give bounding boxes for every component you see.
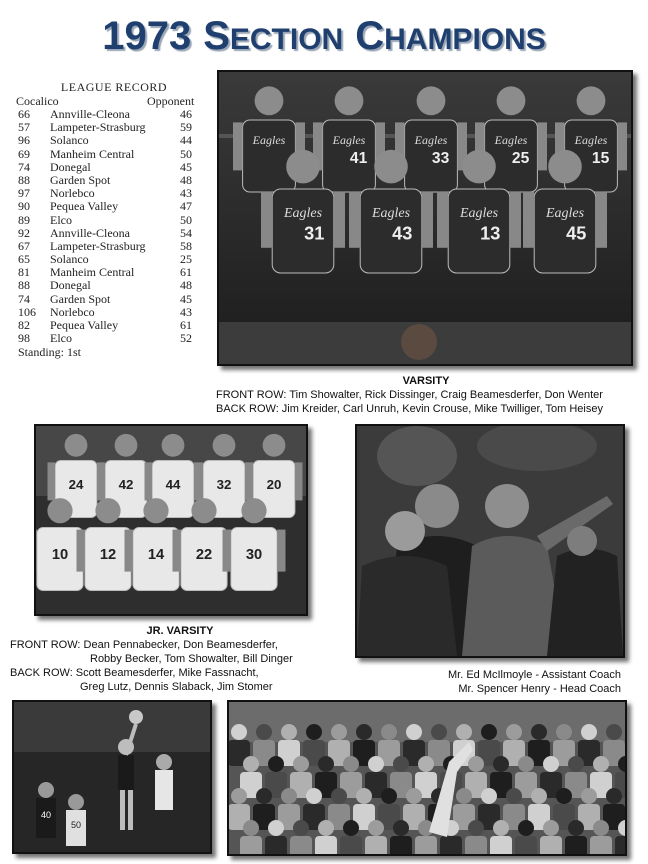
- jersey-number: 22: [195, 547, 213, 563]
- spectator: [431, 724, 447, 740]
- team-score: 81: [18, 265, 30, 280]
- title-year: 1973: [102, 14, 192, 58]
- opponent-name: Donegal: [50, 278, 91, 293]
- team-score: 74: [18, 291, 30, 306]
- standing: Standing: 1st: [18, 345, 82, 360]
- jersey-number: 20: [266, 477, 282, 492]
- opponent-score: 48: [180, 278, 192, 293]
- jersey-number: 13: [480, 223, 501, 244]
- spectator: [593, 820, 609, 836]
- opponent-name: Annville-Cleona: [50, 107, 130, 121]
- jersey-eagles-text: Eagles: [459, 206, 499, 221]
- title-s-initial: S: [203, 14, 230, 58]
- spectator: [318, 820, 334, 836]
- spectator: [231, 724, 247, 740]
- league-game-row: [16, 319, 206, 332]
- jv-caption: [10, 624, 310, 694]
- opponent-score: 58: [180, 238, 192, 253]
- jersey-eagles-text: Eagles: [371, 206, 411, 221]
- opponent-score: 61: [180, 318, 192, 332]
- spectator: [481, 724, 497, 740]
- spectator: [331, 724, 347, 740]
- opponent-score: 50: [180, 212, 192, 227]
- coaches-caption: [355, 668, 621, 696]
- assistant-coach: Mr. Ed McIlmoyle - Assistant Coach: [448, 669, 621, 681]
- league-game-row: [16, 148, 206, 161]
- title-c-initial: C: [355, 14, 385, 58]
- spectator: [393, 820, 409, 836]
- team-score: 57: [18, 120, 30, 135]
- team-header: Cocalico: [16, 94, 59, 108]
- spectator: [293, 756, 309, 772]
- spectator: [406, 724, 422, 740]
- opponent-score: 54: [180, 225, 192, 240]
- spectator: [243, 756, 259, 772]
- team-score: 88: [18, 172, 30, 187]
- league-record: [16, 80, 206, 359]
- spectator: [606, 788, 622, 804]
- spectator: [268, 756, 284, 772]
- spectator: [306, 788, 322, 804]
- league-game-row: [16, 293, 206, 306]
- varsity-front-row-names: FRONT ROW: Tim Showalter, Rick Dissinger, Craig Beamesderfer, Don Wenter: [216, 389, 603, 401]
- league-game-row: [16, 161, 206, 174]
- jersey-number: 50: [70, 820, 82, 830]
- opponent-score: 43: [180, 186, 192, 201]
- league-game-row: [16, 240, 206, 253]
- team-score: 90: [18, 199, 30, 214]
- opponent-name: Annville-Cleona: [50, 225, 130, 240]
- jersey-number: 32: [216, 477, 232, 492]
- jersey-eagles-text: Eagles: [414, 133, 448, 147]
- team-score: 67: [18, 238, 30, 253]
- page-title: [0, 8, 648, 64]
- spectator: [481, 788, 497, 804]
- spectator: [456, 724, 472, 740]
- opponent-name: Solanco: [50, 133, 89, 148]
- spectator: [568, 756, 584, 772]
- team-score: 92: [18, 225, 30, 240]
- basketball: [129, 710, 143, 724]
- opponent-name: Pequea Valley: [50, 199, 119, 214]
- jersey-number: 33: [431, 150, 450, 168]
- team-score: 74: [18, 159, 30, 174]
- varsity-heading: VARSITY: [402, 375, 450, 387]
- opponent-name: Elco: [50, 212, 72, 227]
- league-record-header: [16, 94, 206, 108]
- jersey-number: 30: [245, 547, 263, 563]
- league-game-row: [16, 279, 206, 292]
- spectator: [493, 756, 509, 772]
- opponent-score: 61: [180, 265, 192, 280]
- opponent-name: Norlebco: [50, 304, 95, 319]
- team-score: 106: [18, 304, 36, 319]
- spectator: [456, 788, 472, 804]
- jersey-eagles-text: Eagles: [252, 133, 286, 147]
- jersey-number: 44: [165, 477, 181, 492]
- team-score: 82: [18, 318, 30, 332]
- jersey-number: 43: [392, 223, 413, 244]
- spectator: [543, 756, 559, 772]
- spectator: [406, 788, 422, 804]
- spectator: [356, 788, 372, 804]
- team-score: 98: [18, 331, 30, 346]
- opponent-name: Lampeter-Strasburg: [50, 120, 146, 135]
- opponent-name: Elco: [50, 331, 72, 346]
- title-champions: HAMPIONS: [384, 23, 546, 56]
- jersey-number: 31: [304, 223, 325, 244]
- spectator: [356, 724, 372, 740]
- varsity-caption: [216, 374, 636, 416]
- coaches-photo: [355, 424, 625, 658]
- spectator: [306, 724, 322, 740]
- opponent-score: 45: [180, 291, 192, 306]
- opponent-name: Manheim Central: [50, 265, 135, 280]
- jersey-eagles-text: Eagles: [332, 133, 366, 147]
- jv-team-photo: [34, 424, 308, 616]
- league-game-row: [16, 200, 206, 213]
- spectator: [468, 756, 484, 772]
- spectator: [368, 820, 384, 836]
- opponent-score: 43: [180, 304, 192, 319]
- league-game-row: [16, 332, 206, 345]
- spectator: [556, 788, 572, 804]
- team-score: 96: [18, 133, 30, 148]
- jersey-number: 15: [591, 150, 610, 168]
- varsity-back-row-names: BACK ROW: Jim Kreider, Carl Unruh, Kevin Crouse, Mike Twilliger, Tom Heisey: [216, 403, 603, 415]
- spectator: [343, 756, 359, 772]
- jersey-number: 41: [349, 150, 368, 168]
- jersey-number: 14: [147, 547, 165, 563]
- spectator: [593, 756, 609, 772]
- spectator: [518, 820, 534, 836]
- spectator: [256, 724, 272, 740]
- opponent-header: Opponent: [147, 94, 195, 108]
- opponent-score: 25: [180, 252, 192, 267]
- jv-front-row-names-2: Robby Becker, Tom Showalter, Bill Dinger: [90, 653, 293, 665]
- opponent-name: Garden Spot: [50, 291, 111, 306]
- jv-back-row-names-1: BACK ROW: Scott Beamesderfer, Mike Fassnacht,: [10, 667, 259, 679]
- jersey-eagles-text: Eagles: [545, 206, 585, 221]
- spectator: [281, 724, 297, 740]
- league-record-rows: [16, 108, 206, 345]
- spectator: [506, 724, 522, 740]
- basketball: [401, 324, 437, 360]
- opponent-score: 48: [180, 172, 192, 187]
- opponent-score: 59: [180, 120, 192, 135]
- league-record-title: LEAGUE RECORD: [60, 80, 168, 94]
- spectator: [293, 820, 309, 836]
- jersey-number: 40: [40, 810, 52, 820]
- jersey-number: 42: [118, 477, 134, 492]
- opponent-score: 45: [180, 159, 192, 174]
- spectator: [531, 788, 547, 804]
- opponent-name: Lampeter-Strasburg: [50, 238, 146, 253]
- league-game-row: [16, 227, 206, 240]
- team-score: 97: [18, 186, 30, 201]
- spectator: [368, 756, 384, 772]
- spectator: [568, 820, 584, 836]
- team-score: 65: [18, 252, 30, 267]
- spectator: [493, 820, 509, 836]
- jersey-eagles-text: Eagles: [283, 206, 323, 221]
- jv-heading: JR. VARSITY: [146, 625, 214, 637]
- spectator: [543, 820, 559, 836]
- spectator: [231, 788, 247, 804]
- opponent-name: Solanco: [50, 252, 89, 267]
- league-game-row: [16, 121, 206, 134]
- varsity-team-photo: [217, 70, 633, 366]
- spectator: [418, 756, 434, 772]
- spectator: [581, 788, 597, 804]
- crowd-photo: [227, 700, 627, 856]
- team-score: 88: [18, 278, 30, 293]
- opponent-score: 50: [180, 146, 192, 161]
- spectator: [268, 820, 284, 836]
- league-game-row: [16, 134, 206, 147]
- opponent-score: 52: [180, 331, 192, 346]
- head-coach: Mr. Spencer Henry - Head Coach: [458, 683, 621, 695]
- spectator: [343, 820, 359, 836]
- spectator: [531, 724, 547, 740]
- spectator: [281, 788, 297, 804]
- jv-back-row-names-2: Greg Lutz, Dennis Slaback, Jim Stomer: [80, 681, 273, 693]
- jersey-eagles-text: Eagles: [494, 133, 528, 147]
- team-score: 89: [18, 212, 30, 227]
- spectator: [393, 756, 409, 772]
- game-action-photo: [12, 700, 212, 854]
- league-game-row: [16, 214, 206, 227]
- spectator: [518, 756, 534, 772]
- spectator: [331, 788, 347, 804]
- opponent-name: Garden Spot: [50, 172, 111, 187]
- spectator: [581, 724, 597, 740]
- league-game-row: [16, 266, 206, 279]
- jersey-number: 12: [99, 547, 117, 563]
- spectator: [381, 788, 397, 804]
- spectator: [468, 820, 484, 836]
- opponent-score: 47: [180, 199, 192, 214]
- spectator: [556, 724, 572, 740]
- jersey-number: 45: [566, 223, 587, 244]
- opponent-name: Norlebco: [50, 186, 95, 201]
- league-game-row: [16, 174, 206, 187]
- opponent-score: 44: [180, 133, 192, 148]
- spectator: [381, 724, 397, 740]
- jersey-number: 10: [51, 547, 69, 563]
- spectator: [606, 724, 622, 740]
- team-score: 66: [18, 107, 30, 121]
- spectator: [506, 788, 522, 804]
- opponent-score: 46: [180, 107, 192, 121]
- jersey-eagles-text: Eagles: [574, 133, 608, 147]
- team-score: 69: [18, 146, 30, 161]
- jersey-number: 24: [68, 477, 84, 492]
- spectator: [318, 756, 334, 772]
- opponent-name: Pequea Valley: [50, 318, 119, 332]
- spectator: [256, 788, 272, 804]
- title-section: ECTION: [229, 23, 344, 56]
- spectator: [243, 820, 259, 836]
- jv-front-row-names-1: FRONT ROW: Dean Pennabecker, Don Beamesderfer,: [10, 639, 278, 651]
- opponent-name: Donegal: [50, 159, 91, 174]
- jersey-number: 25: [511, 150, 530, 168]
- opponent-name: Manheim Central: [50, 146, 135, 161]
